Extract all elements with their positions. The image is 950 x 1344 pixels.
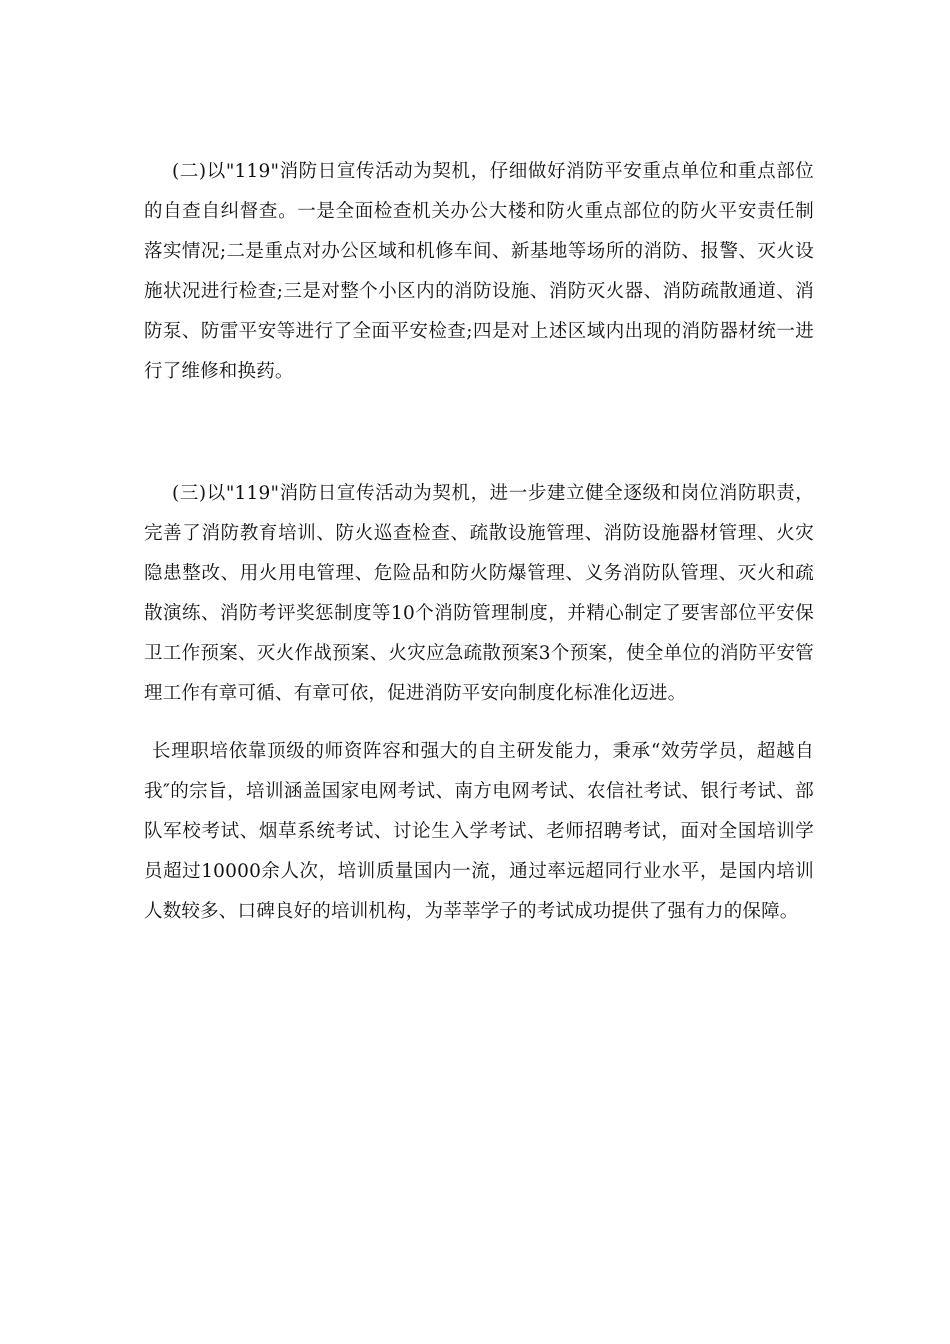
paragraph-fire-management-system: (三)以"119"消防日宣传活动为契机，进一步建立健全逐级和岗位消防职责，完善了消防教育培训、防火巡查检查、疏散设施管理、消防设施器材管理、火灾隐患整改、用火用电管理、危险品和防火防爆管理、义务消防队管理、灭火和疏散演练、消防考评奖惩制度等10个消防管理制度，并精心制定了要害部位平安保卫工作预案、灭火作战预案、火灾应急疏散预案3个预案，使全单位的消防平安管理工作有章可循、有章可依，促进消防平安向制度化标准化迈进。 xyxy=(144,483,814,704)
paragraph-training-promo: 长理职培依靠顶级的师资阵容和强大的自主研发能力，秉承“效劳学员，超越自我″的宗旨，培训涵盖国家电网考试、南方电网考试、农信社考试、银行考试、部队军校考试、烟草系统考试、讨论生入学考试、老师招聘考试，面对全国培训学员超过10000余人次，培训质量国内一流，通过率远超同行业水平，是国内培训人数较多、口碑良好的培训机构，为莘莘学子的考试成功提供了强有力的保障。 xyxy=(144,741,814,922)
paragraph-fire-inspection: (二)以"119"消防日宣传活动为契机，仔细做好消防平安重点单位和重点部位的自查自纠督查。一是全面检查机关办公大楼和防火重点部位的防火平安责任制落实情况;二是重点对办公区域和机修车间、新基地等场所的消防、报警、灭火设施状况进行检查;三是对整个小区内的消防设施、消防灭火器、消防疏散通道、消防泵、防雷平安等进行了全面平安检查;四是对上述区域内出现的消防器材统一进行了维修和换药。 xyxy=(144,161,814,382)
